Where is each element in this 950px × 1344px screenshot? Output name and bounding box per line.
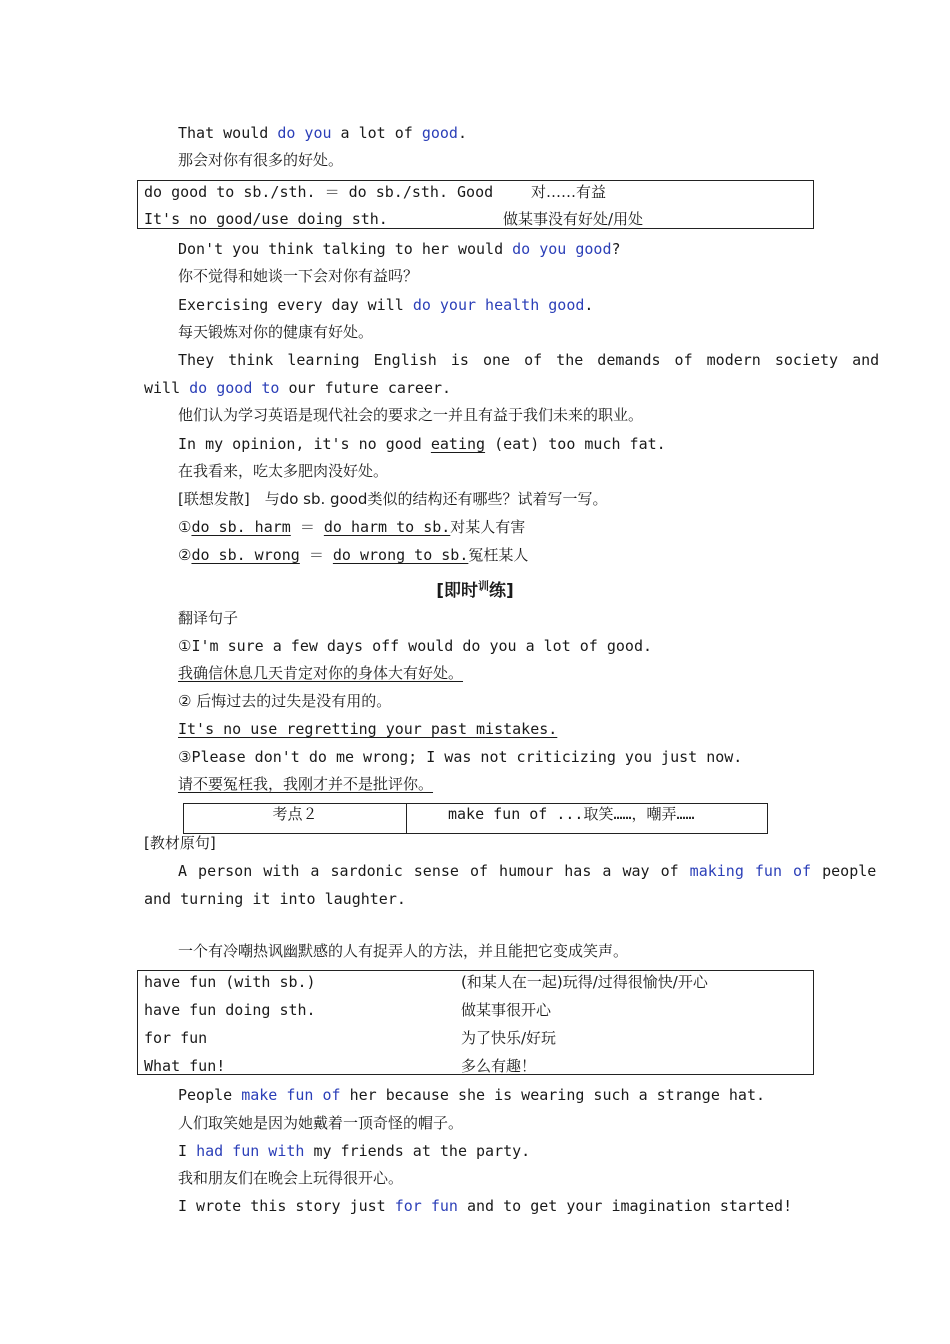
example-translation: 人们取笑她是因为她戴着一顶奇怪的帽子。 [178, 1114, 464, 1132]
example-sentence: I wrote this story just for fun and to get your imagination started! [178, 1197, 793, 1215]
exercise-question: ③Please don't do me wrong; I was not criticizing you just now. [178, 748, 743, 766]
example-translation: 那会对你有很多的好处。 [178, 151, 344, 169]
example-translation: 每天锻炼对你的健康有好处。 [178, 323, 374, 341]
table-cell: for fun [144, 1029, 208, 1047]
practice-header: [即时$^训$练] [436, 579, 514, 601]
table-cell: 做某事很开心 [461, 1001, 552, 1019]
association-prompt: [联想发散] 与do sb. good类似的结构还有哪些？试着写一写。 [178, 490, 608, 508]
association-answer: ②do sb. wrong ＝ do wrong to sb.冤枉某人 [178, 546, 529, 564]
key-point-text: make fun of ...取笑……，嘲弄…… [448, 805, 695, 823]
example-translation: 你不觉得和她谈一下会对你有益吗？ [178, 267, 419, 285]
source-label: [教材原句] [144, 834, 216, 852]
table-cell: It's no good/use doing sth. [144, 210, 388, 228]
example-sentence-cont: will do good to our future career. [144, 379, 452, 397]
example-translation: 他们认为学习英语是现代社会的要求之一并且有益于我们未来的职业。 [178, 406, 644, 424]
key-point-box [183, 803, 768, 834]
example-sentence: I had fun with my friends at the party. [178, 1142, 531, 1160]
association-answer: ①do sb. harm ＝ do harm to sb.对某人有害 [178, 518, 526, 536]
exercise-question: ② 后悔过去的过失是没有用的。 [178, 692, 392, 710]
usage-table [137, 180, 814, 229]
example-sentence: In my opinion, it's no good eating (eat) too much fat. [178, 435, 666, 453]
divider [406, 804, 407, 833]
example-sentence: They think learning English is one of the demands of modern society and [178, 351, 880, 369]
table-cell: 为了快乐/好玩 [461, 1029, 557, 1047]
source-sentence: A person with a sardonic sense of humour has a way of making fun of people [178, 862, 877, 880]
table-cell: do good to sb./sth. ＝ do sb./sth. Good [144, 183, 494, 201]
key-point-label: 考点２ [272, 805, 318, 823]
table-cell: (和某人在一起)玩得/过得很愉快/开心 [461, 973, 708, 991]
example-translation: 我和朋友们在晚会上玩得很开心。 [178, 1169, 404, 1187]
exercise-answer: It's no use regretting your past mistakes. [178, 720, 558, 738]
phrase-table [137, 970, 814, 1075]
source-translation: 一个有冷嘲热讽幽默感的人有捉弄人的方法，并且能把它变成笑声。 [178, 942, 629, 960]
example-sentence: People make fun of her because she is wearing such a strange hat. [178, 1086, 766, 1104]
example-sentence: Exercising every day will do your health good. [178, 296, 594, 314]
exercise-question: ①I'm sure a few days off would do you a lot of good. [178, 637, 653, 655]
exercise-answer: 请不要冤枉我，我刚才并不是批评你。 [178, 775, 434, 793]
source-sentence-cont: and turning it into laughter. [144, 890, 406, 908]
exercise-answer: 我确信休息几天肯定对你的身体大有好处。 [178, 664, 464, 682]
example-translation: 在我看来，吃太多肥肉没好处。 [178, 462, 389, 480]
table-cell: have fun doing sth. [144, 1001, 316, 1019]
table-cell: 多么有趣！ [461, 1057, 537, 1075]
example-sentence: That would do you a lot of good. [178, 124, 467, 142]
example-sentence: Don't you think talking to her would do you good? [178, 240, 621, 258]
table-cell: 对……有益 [531, 183, 607, 201]
exercise-label: 翻译句子 [178, 609, 239, 627]
table-cell: have fun (with sb.) [144, 973, 316, 991]
table-cell: What fun! [144, 1057, 226, 1075]
table-cell: 做某事没有好处/用处 [503, 210, 644, 228]
